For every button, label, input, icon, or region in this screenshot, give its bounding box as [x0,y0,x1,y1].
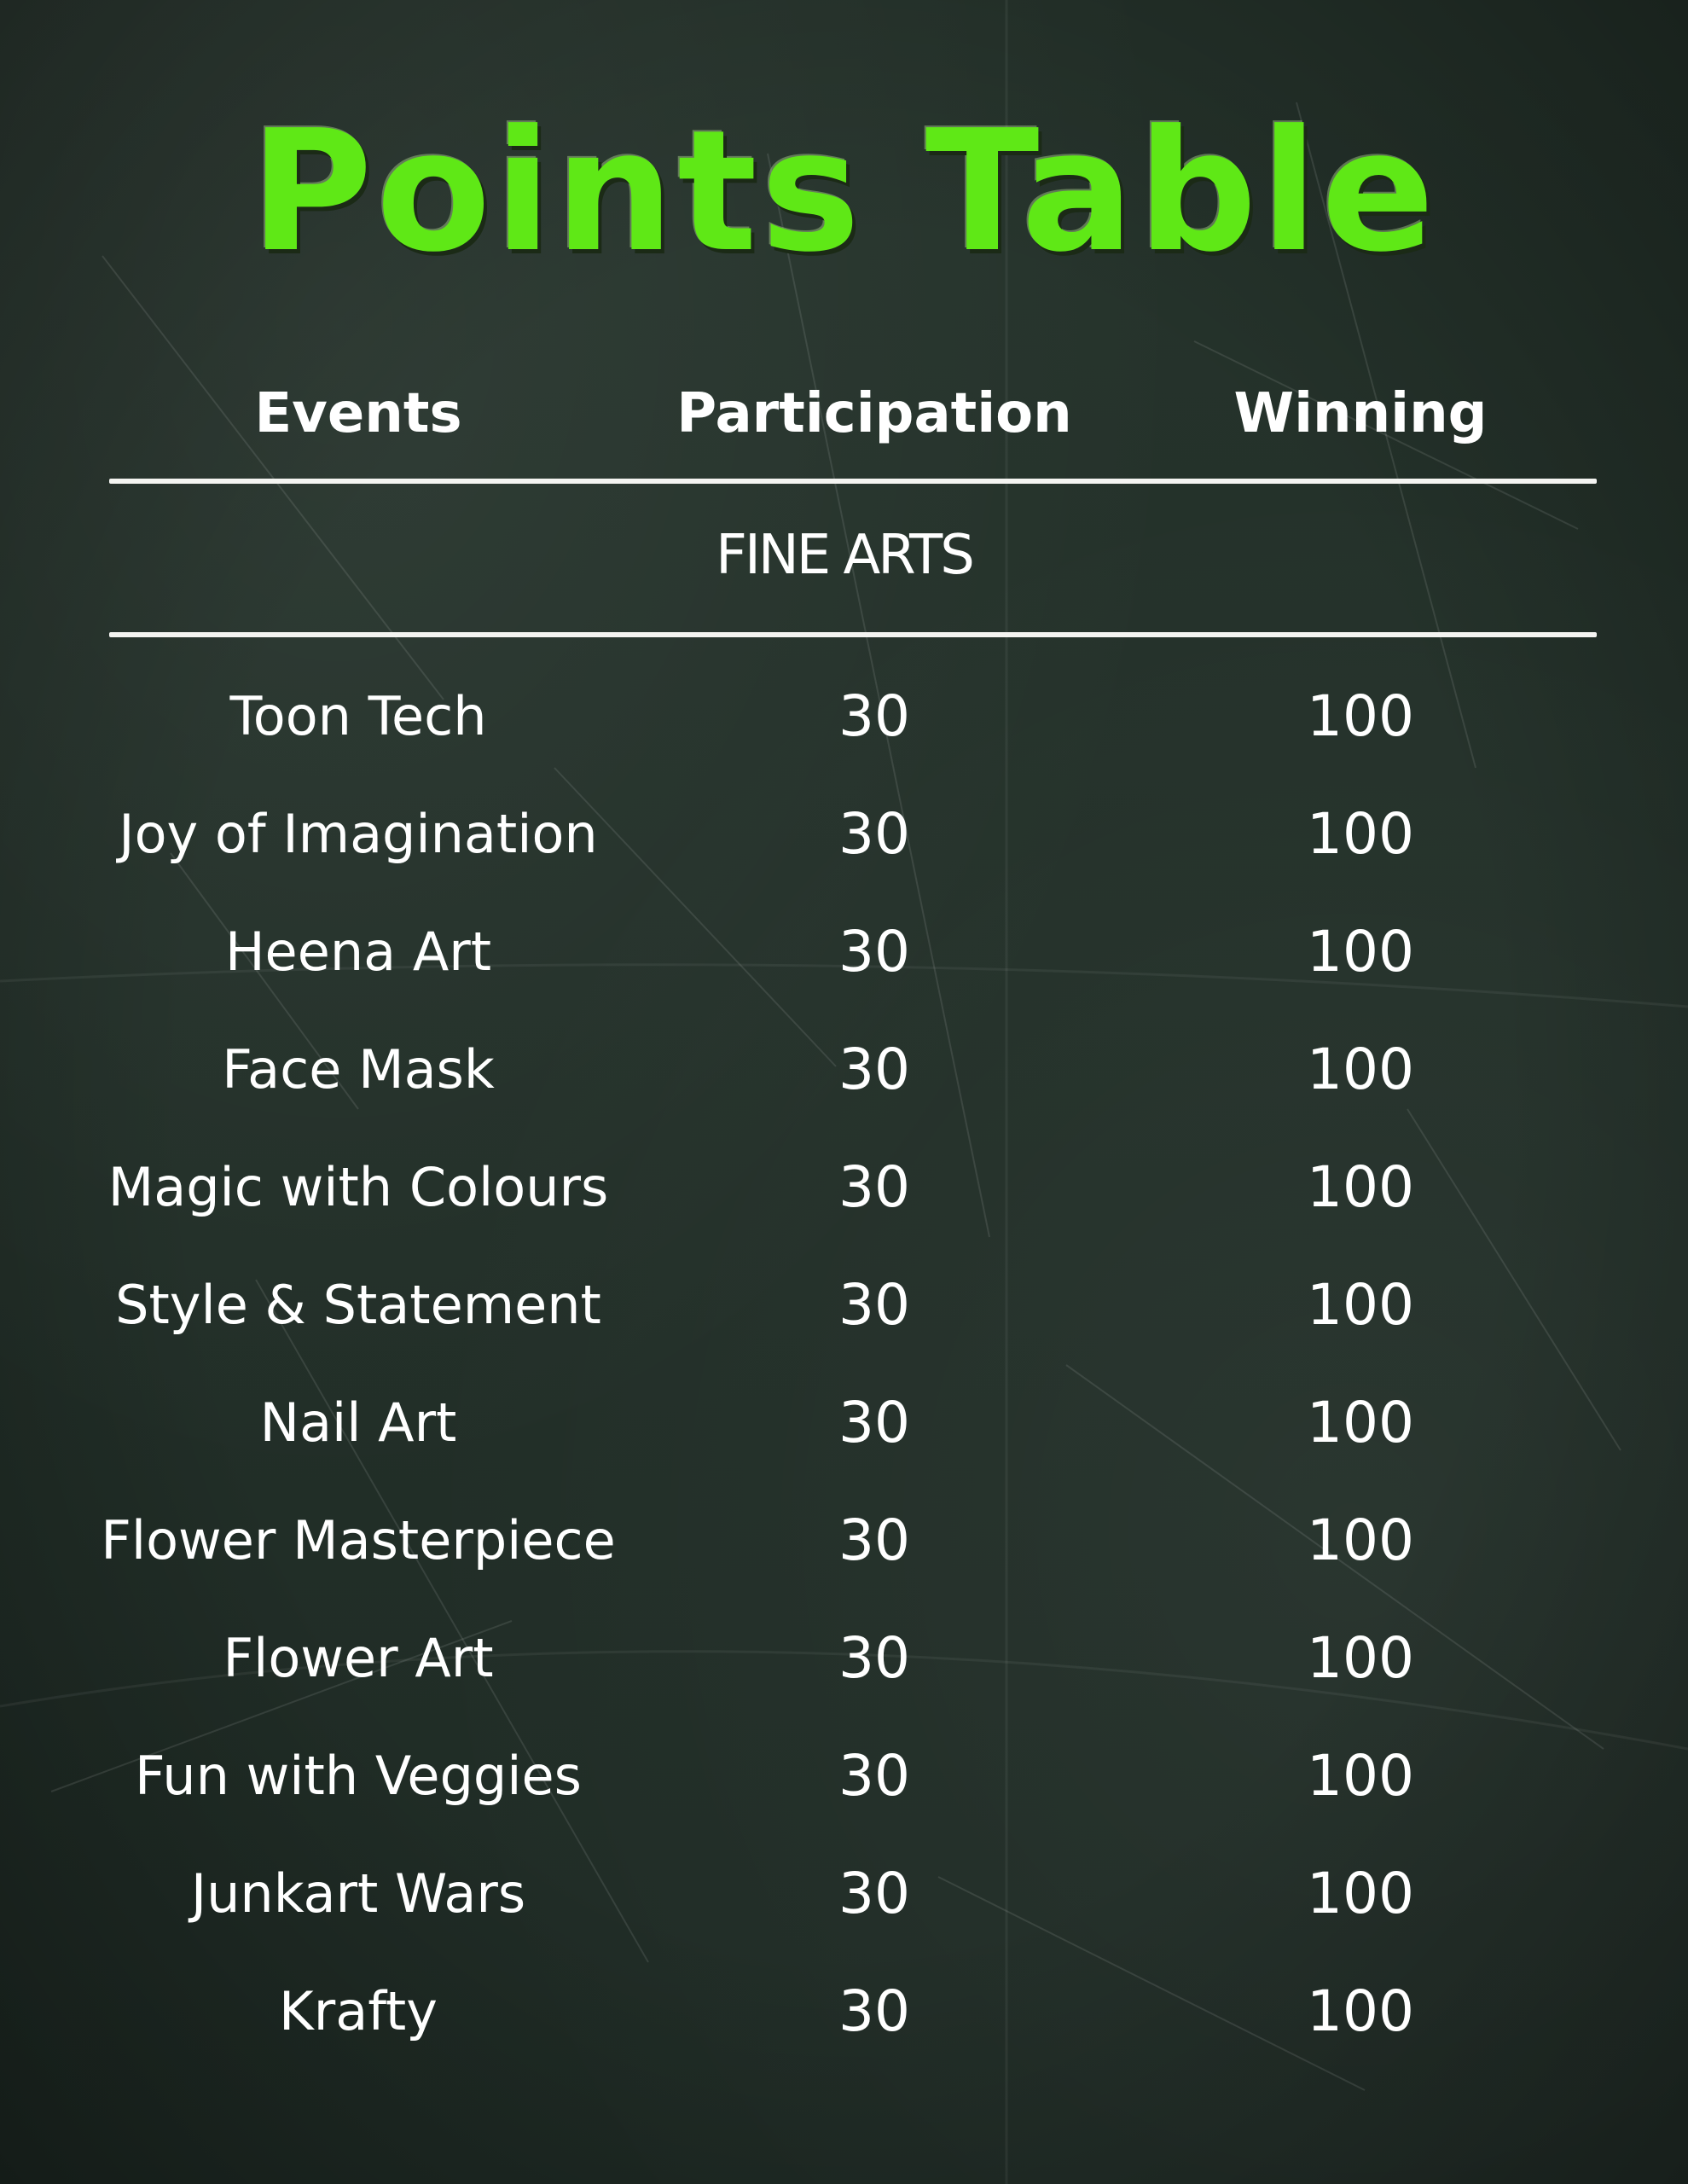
event-name: Nail Art [259,1391,457,1454]
event-name: Fun with Veggies [135,1745,582,1807]
table-row [0,674,1688,792]
header-participation: Participation [676,382,1072,445]
participation-points: 30 [838,1978,910,2044]
participation-points: 30 [838,919,910,985]
winning-points: 100 [1307,919,1414,985]
winning-points: 100 [1307,1978,1414,2044]
table-row [0,1263,1688,1380]
winning-points: 100 [1307,801,1414,867]
table-row [0,1027,1688,1145]
winning-points: 100 [1307,1154,1414,1220]
table-row [0,1969,1688,2087]
participation-points: 30 [838,1507,910,1573]
winning-points: 100 [1307,1625,1414,1691]
section-divider [109,632,1597,637]
table-row [0,1498,1688,1616]
participation-points: 30 [838,1625,910,1691]
table-row [0,1616,1688,1734]
header-divider [109,479,1597,484]
event-name: Magic with Colours [107,1156,609,1218]
header-winning: Winning [1233,382,1488,445]
event-name: Heena Art [224,921,492,983]
winning-points: 100 [1307,1272,1414,1338]
participation-points: 30 [838,1390,910,1455]
participation-points: 30 [838,1861,910,1926]
participation-points: 30 [838,1743,910,1809]
event-name: Style & Statement [115,1274,601,1336]
table-row [0,792,1688,909]
winning-points: 100 [1307,1743,1414,1809]
table-row [0,909,1688,1027]
winning-points: 100 [1307,1390,1414,1455]
header-events: Events [254,382,462,445]
event-name: Face Mask [222,1038,495,1101]
section-title: FINE ARTS [716,524,972,587]
event-name: Flower Art [223,1627,494,1689]
event-name: Flower Masterpiece [101,1509,616,1571]
winning-points: 100 [1307,1037,1414,1102]
table-row [0,1145,1688,1263]
winning-points: 100 [1307,1861,1414,1926]
table-row [0,1380,1688,1498]
event-name: Toon Tech [229,685,487,747]
participation-points: 30 [838,801,910,867]
participation-points: 30 [838,683,910,749]
table-row [0,1851,1688,1969]
winning-points: 100 [1307,1507,1414,1573]
participation-points: 30 [838,1272,910,1338]
event-name: Krafty [279,1980,438,2042]
winning-points: 100 [1307,683,1414,749]
table-row [0,1734,1688,1851]
participation-points: 30 [838,1037,910,1102]
event-name: Junkart Wars [190,1862,526,1925]
points-table-body [0,674,1688,2087]
page-title: Points Table [250,95,1438,289]
event-name: Joy of Imagination [119,803,598,865]
participation-points: 30 [838,1154,910,1220]
